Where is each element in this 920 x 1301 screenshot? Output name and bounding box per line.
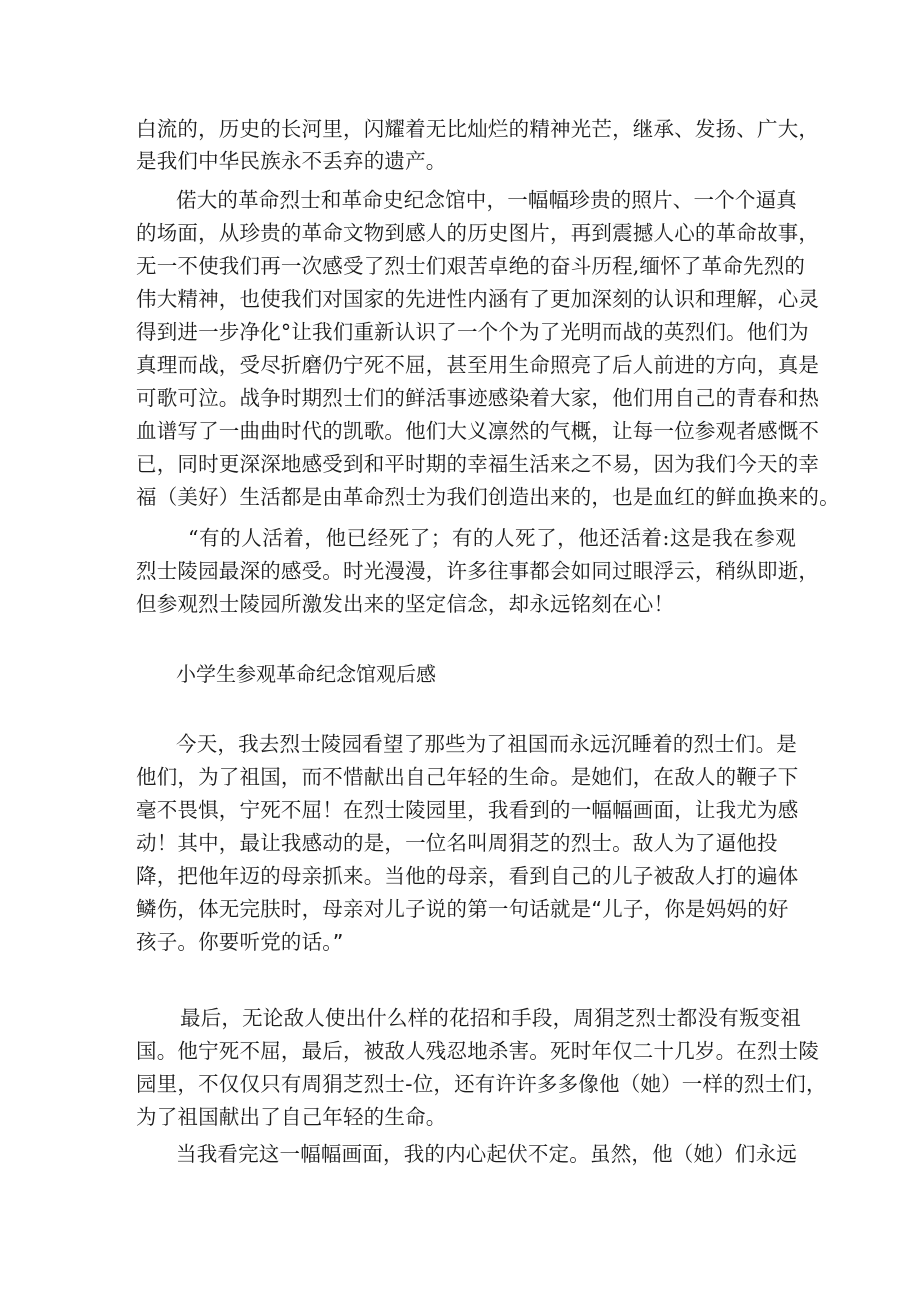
text-line: 降，把他年迈的母亲抓来。当他的母亲，看到自己的儿子被敌人打的遍体 [136, 864, 799, 888]
text-line: 但参观烈士陵园所激发出来的坚定信念，却永远铭刻在心！ [136, 592, 675, 616]
text-line: 真理而战，受尽折磨仍宁死不屈，甚至用生命照亮了后人前进的方向，真是 [136, 353, 820, 377]
text-line: 国。他宁死不屈，最后，被敌人残忍地杀害。死时年仅二十几岁。在烈士陵 [136, 1039, 820, 1063]
text-line: 无一不使我们再一次感受了烈士们艰苦卓绝的奋斗历程,缅怀了革命先烈的 [136, 254, 806, 278]
text-line: 动！其中，最让我感动的是，一位名叫周狷芝的烈士。敌人为了逼他投 [136, 831, 778, 855]
text-line: 园里，不仅仅只有周狷芝烈士-位，还有许许多多像他（她）一样的烈士们， [136, 1072, 827, 1096]
essay-title: 小学生参观革命纪念馆观后感 [176, 662, 436, 686]
text-line: 伟大精神，也使我们对国家的先进性内涵有了更加深刻的认识和理解，心灵 [136, 287, 820, 311]
text-line: 是我们中华民族永不丢弃的遗产。 [136, 149, 447, 173]
text-line: 得到进一步净化°让我们重新认识了一个个为了光明而战的英烈们。他们为 [136, 320, 809, 344]
text-line: 他们，为了祖国，而不惜献出自己年轻的生命。是她们，在敌人的鞭子下 [136, 765, 799, 789]
text-line: 最后，无论敌人使出什么样的花招和手段，周狷芝烈士都没有叛变祖 [180, 1006, 801, 1030]
text-line: 孩子。你要听党的话。” [136, 930, 344, 954]
text-line: 白流的，历史的长河里，闪耀着无比灿烂的精神光芒，继承、发扬、广大， [136, 117, 820, 141]
text-line: 鳞伤，体无完肤时，母亲对儿子说的第一句话就是“儿子，你是妈妈的好 [136, 897, 789, 921]
text-line: 偌大的革命烈士和革命史纪念馆中，一幅幅珍贵的照片、一个个逼真 [176, 188, 797, 212]
text-line: 的场面，从珍贵的革命文物到感人的历史图片，再到震撼人心的革命故事， [136, 221, 820, 245]
text-line: “有的人活着，他已经死了；有的人死了，他还活着:这是我在参观 [188, 526, 796, 550]
text-line: 福（美好）生活都是由革命烈士为我们创造出来的，也是血红的鲜血换来的。 [136, 485, 840, 509]
text-line: 今天，我去烈士陵园看望了那些为了祖国而永远沉睡着的烈士们。是 [176, 732, 797, 756]
text-line: 烈士陵园最深的感受。时光漫漫，许多往事都会如同过眼浮云，稍纵即逝， [136, 559, 820, 583]
text-line: 已，同时更深深地感受到和平时期的幸福生活来之不易，因为我们今天的幸 [136, 452, 820, 476]
text-line: 可歌可泣。战争时期烈士们的鲜活事迹感染着大家，他们用自己的青春和热 [136, 386, 820, 410]
text-line: 为了祖国献出了自己年轻的生命。 [136, 1105, 447, 1129]
text-line: 当我看完这一幅幅画面，我的内心起伏不定。虽然，他（她）们永远 [176, 1142, 797, 1166]
text-line: 毫不畏惧，宁死不屈！在烈士陵园里，我看到的一幅幅画面，让我尤为感 [136, 798, 799, 822]
text-line: 血谱写了一曲曲时代的凯歌。他们大义凛然的气概，让每一位参观者感慨不 [136, 419, 820, 443]
